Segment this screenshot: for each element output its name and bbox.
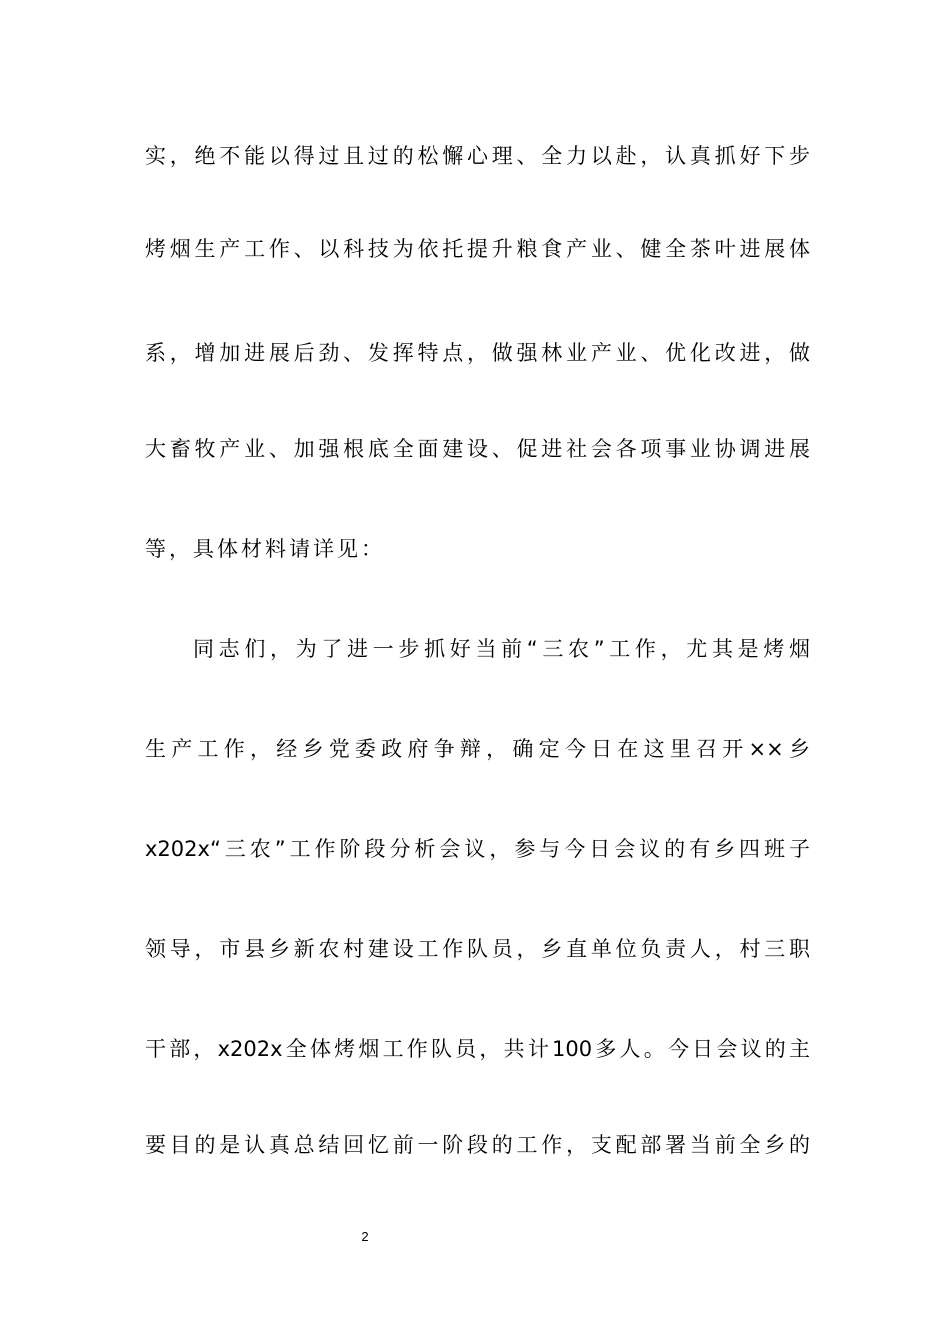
paragraph-line-3: 系，增加进展后劲、发挥特点，做强林业产业、优化改进，做 [145,341,810,365]
paragraph-line-4: 大畜牧产业、加强根底全面建设、促进社会各项事业协调进展 [145,437,810,461]
paragraph-line-5: 等，具体材料请详见： [145,537,385,561]
paragraph-line-2: 烤烟生产工作、以科技为依托提升粮食产业、健全茶叶进展体 [145,237,810,261]
paragraph-line-9: 领导，市县乡新农村建设工作队员，乡直单位负责人，村三职 [145,937,810,961]
paragraph-line-7: 生产工作，经乡党委政府争辩，确定今日在这里召开××乡 [145,737,810,761]
paragraph-line-10: 干部，x202x全体烤烟工作队员，共计100多人。今日会议的主 [145,1037,810,1061]
paragraph-line-1: 实，绝不能以得过且过的松懈心理、全力以赴，认真抓好下步 [145,144,810,168]
paragraph-line-11: 要目的是认真总结回忆前一阶段的工作，支配部署当前全乡的 [145,1133,810,1157]
paragraph-line-6: 同志们，为了进一步抓好当前“三农”工作，尤其是烤烟 [193,637,810,661]
paragraph-line-8: x202x“三农”工作阶段分析会议，参与今日会议的有乡四班子 [145,837,810,861]
page-number: 2 [361,1229,369,1244]
